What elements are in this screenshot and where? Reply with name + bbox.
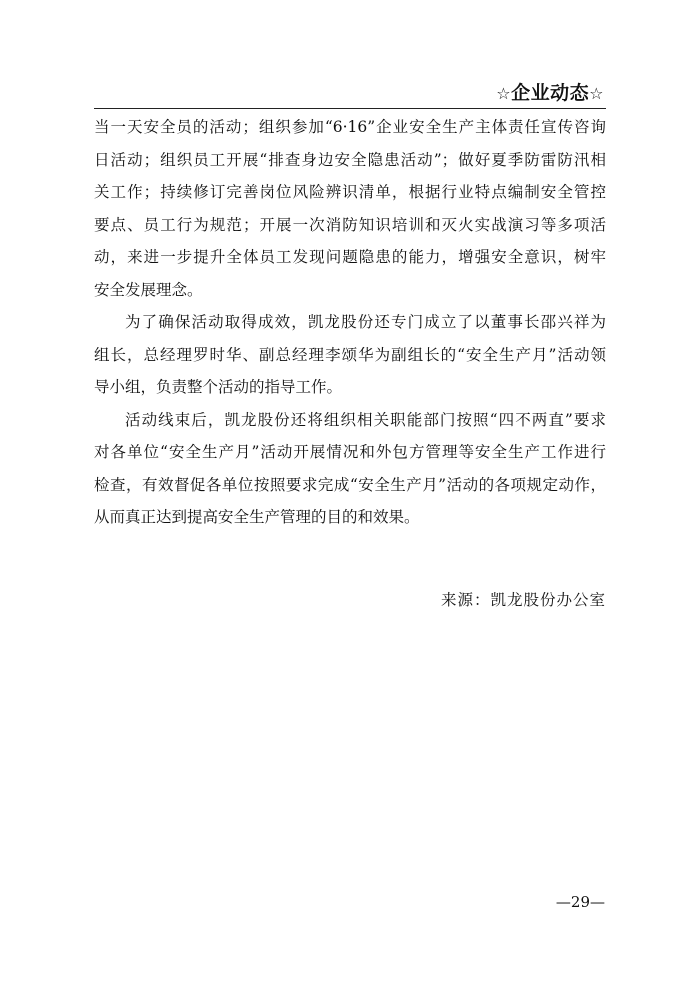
section-title [496,78,604,105]
article-body [94,111,606,534]
paragraph-2 [94,306,606,404]
text-line: 当一天安全员的活动；组织参加“6·16”企业安全生产主体责任宣传咨询 [94,118,606,136]
text-line: 为了确保活动取得成效，凯龙股份还专门成立了以董事长邵兴祥为 [125,313,606,331]
section-title-text: 企业动态 [511,82,590,104]
page-number: —29— [555,893,605,911]
paragraph-1 [94,111,606,306]
text-line: 要点、员工行为规范；开展一次消防知识培训和灭火实战演习等多项活 [94,215,606,234]
star-icon: ☆ [496,84,512,103]
page-header [94,78,606,109]
article-source: 来源：凯龙股份办公室 [440,591,606,609]
text-line: 动，来进一步提升全体员工发现问题隐患的能力，增强安全意识，树牢 [94,248,606,266]
text-line: 导小组，负责整个活动的指导工作。 [94,378,343,396]
text-line: 对各单位“安全生产月”活动开展情况和外包方管理等安全生产工作进行 [94,443,606,461]
text-line: 关工作；持续修订完善岗位风险辨识清单，根据行业特点编制安全管控 [94,183,606,201]
text-line: 从而真正达到提高安全生产管理的目的和效果。 [94,508,420,526]
text-line: 安全发展理念。 [94,280,203,299]
text-line: 日活动；组织员工开展“排查身边安全隐患活动”；做好夏季防雷防汛相 [94,150,606,169]
paragraph-3 [94,404,606,534]
text-line: 检查，有效督促各单位按照要求完成“安全生产月”活动的各项规定动作， [94,475,606,494]
text-line: 组长，总经理罗时华、副总经理李颂华为副组长的“安全生产月”活动领 [94,345,606,364]
text-line: 活动线束后，凯龙股份还将组织相关职能部门按照“四不两直”要求 [125,410,606,429]
star-icon: ☆ [589,84,604,103]
